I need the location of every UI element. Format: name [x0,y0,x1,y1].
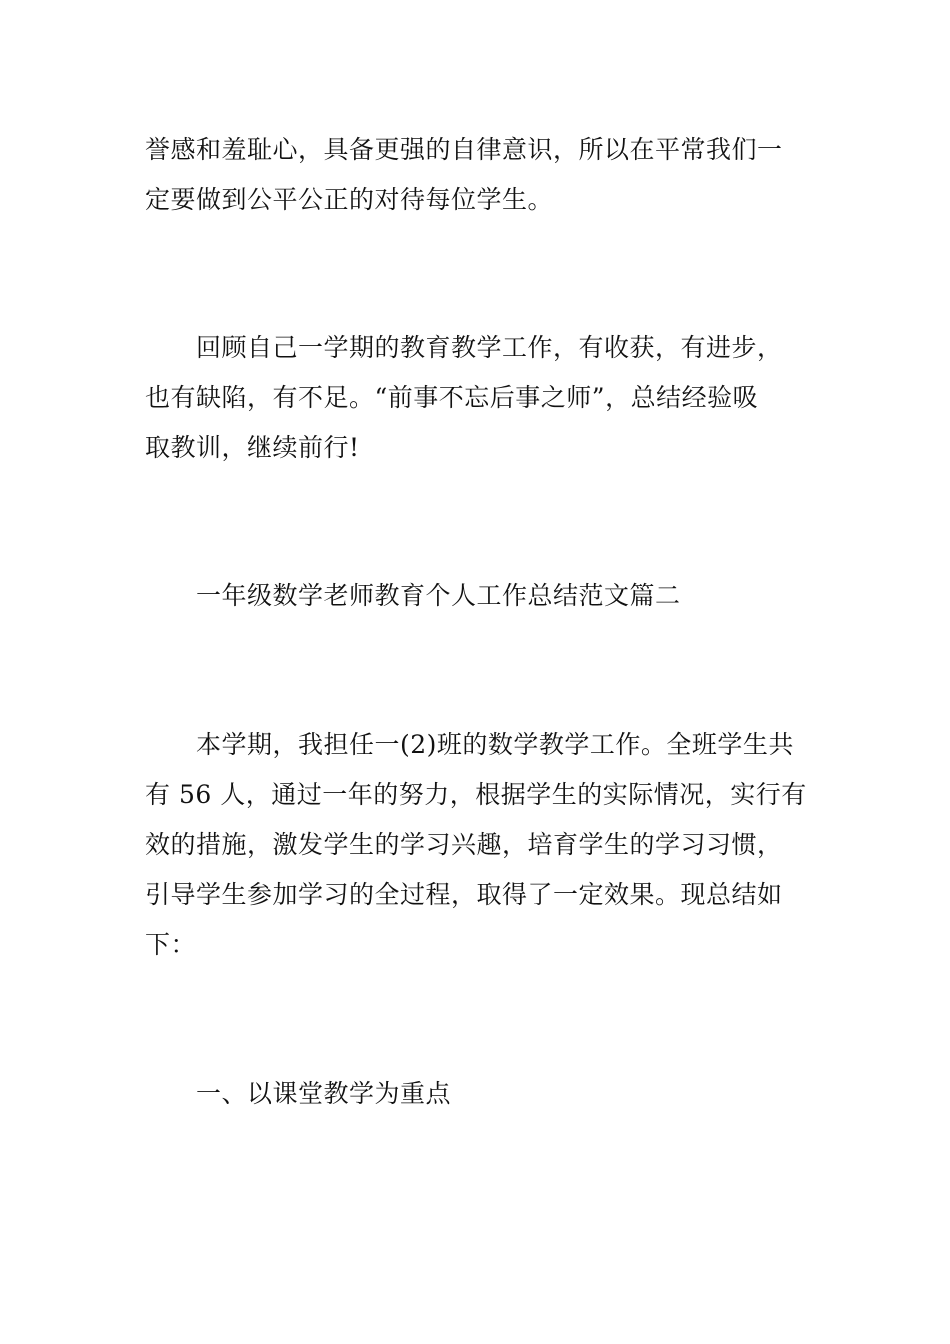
paragraph-3-line-2: 有 56 人，通过一年的努力，根据学生的实际情况，实行有 [145,780,807,809]
paragraph-3-line-4: 引导学生参加学习的全过程，取得了一定效果。现总结如 [145,880,783,909]
paragraph-1-line-2: 定要做到公平公正的对待每位学生。 [145,185,554,214]
paragraph-3-line-1: 本学期，我担任一(2)班的数学教学工作。全班学生共 [196,730,794,759]
paragraph-2-line-3: 取教训，继续前行! [145,433,360,462]
subsection-heading: 一、以课堂教学为重点 [196,1079,452,1108]
paragraph-2-line-1: 回顾自己一学期的教育教学工作，有收获，有进步， [196,333,783,362]
section-title: 一年级数学老师教育个人工作总结范文篇二 [196,581,681,610]
paragraph-1-line-1: 誉感和羞耻心，具备更强的自律意识，所以在平常我们一 [145,135,783,164]
paragraph-2-line-2: 也有缺陷，有不足。“前事不忘后事之师”，总结经验吸 [145,383,759,412]
paragraph-3-line-5: 下： [145,930,197,959]
paragraph-3-line-3: 效的措施，激发学生的学习兴趣，培育学生的学习习惯， [145,830,783,859]
